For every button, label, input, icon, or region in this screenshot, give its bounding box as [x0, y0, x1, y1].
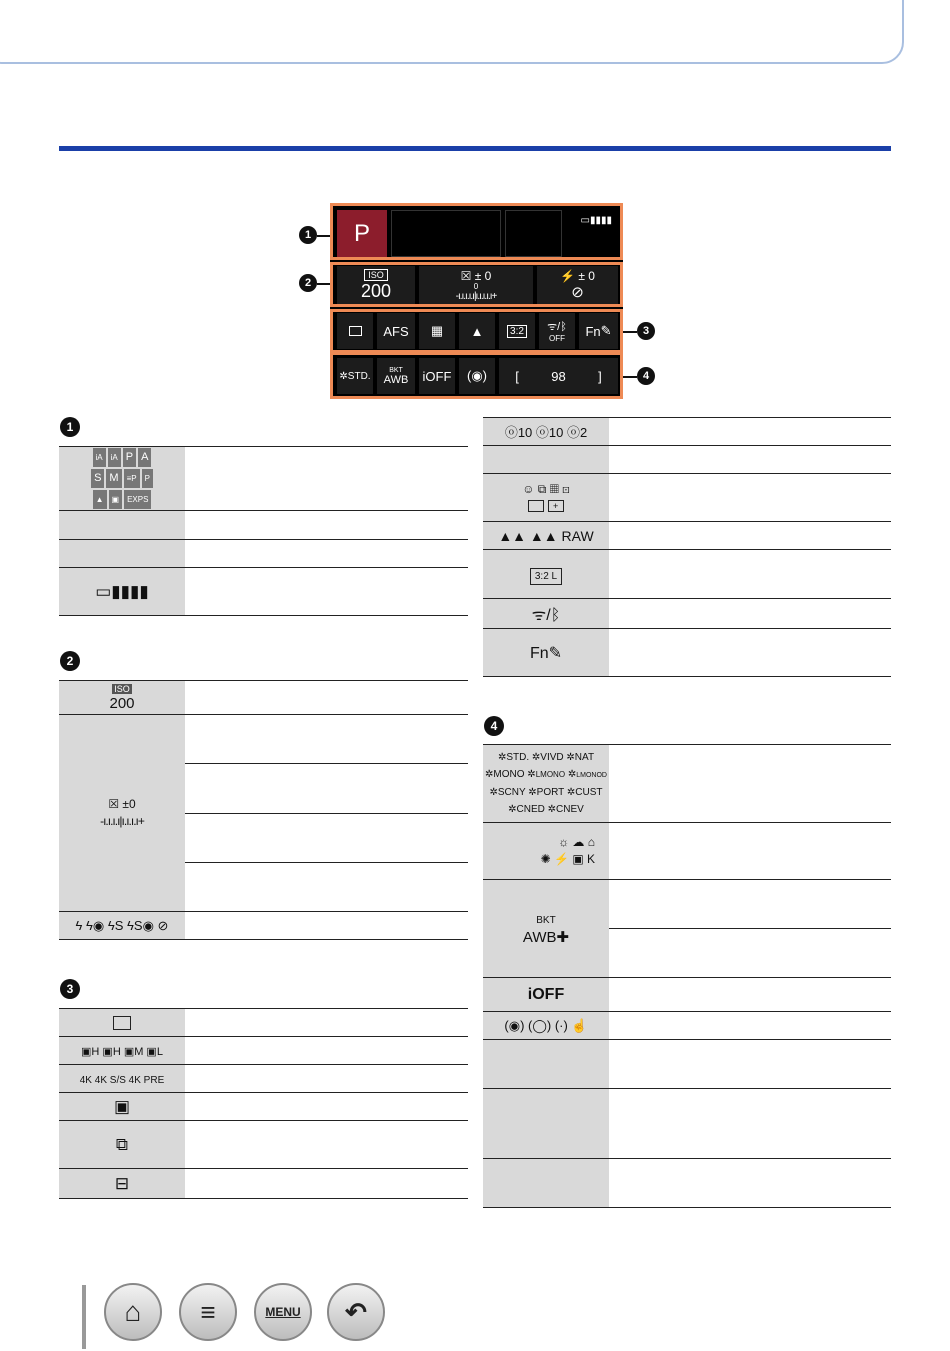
bracket-white-balance-icon: BKT AWB✚	[483, 880, 609, 978]
description-cell	[609, 880, 891, 929]
fn-button-icon: Fn✎	[483, 629, 609, 677]
empty-icon-cell	[483, 1089, 609, 1159]
description-cell	[185, 1169, 468, 1199]
contents-button[interactable]	[179, 1283, 237, 1341]
iso-icon: ISO 200	[59, 681, 185, 715]
battery-icon: ▭▮▮▮▮	[566, 210, 618, 230]
leader-line	[317, 235, 330, 237]
description-cell	[185, 447, 468, 511]
drive-single-icon	[59, 1009, 185, 1037]
wireless-icon: ᯤ/ᛒ	[483, 599, 609, 629]
description-cell	[609, 745, 891, 823]
description-cell	[185, 1121, 468, 1169]
battery-icon: ▭▮▮▮▮	[59, 568, 185, 616]
description-cell	[185, 912, 468, 940]
description-cell	[609, 1159, 891, 1208]
description-cell	[609, 1040, 891, 1089]
description-cell	[185, 814, 468, 863]
description-cell	[185, 764, 468, 814]
photo-style-icon: ✲ STD.	[337, 358, 373, 394]
af-mode-icons: ☺ ⧉ ▦ ⊡ +	[483, 474, 609, 522]
section-number-4: 4	[484, 716, 504, 736]
nav-divider	[82, 1285, 86, 1349]
section-number-2: 2	[60, 651, 80, 671]
back-button[interactable]	[327, 1283, 385, 1341]
section-4-table	[483, 744, 891, 1208]
description-cell	[609, 474, 891, 522]
empty-display	[391, 210, 501, 257]
iso-display: ISO 200	[337, 266, 415, 304]
quality-icons: ▲▲ ▲▲ RAW	[483, 522, 609, 550]
recording-mode-icons: iA iA P A S M ≡P P ▲ ▣ EXPS	[59, 447, 185, 511]
leader-line	[623, 376, 637, 378]
callout-3: 3	[637, 322, 655, 340]
empty-icon-cell	[59, 511, 185, 540]
description-cell	[609, 550, 891, 599]
empty-icon-cell	[59, 540, 185, 568]
empty-icon-cell	[483, 1040, 609, 1089]
description-cell	[185, 511, 468, 540]
list-icon: ≡	[200, 1296, 216, 1327]
af-mode-display: AFS	[377, 313, 415, 349]
fn-button-icon: Fn ✎	[579, 313, 618, 349]
description-cell	[185, 715, 468, 764]
exposure-scale-icon: ☒ ±0 -ı.ı.ı.ı|ı.ı.ı.ı+	[59, 715, 185, 912]
metering-icon: (◉)	[459, 358, 495, 394]
description-cell	[609, 1012, 891, 1040]
description-cell	[609, 1089, 891, 1159]
shots-remaining: [ 98 ]	[499, 358, 618, 394]
self-timer-icons: ⓞ10 ⓞ10 ⓞ2	[483, 418, 609, 446]
home-button[interactable]	[104, 1283, 162, 1341]
description-cell	[185, 863, 468, 912]
self-timer-burst-icon: ⧉	[59, 1121, 185, 1169]
i-exposure-icon: iOFF	[419, 358, 455, 394]
description-cell	[609, 446, 891, 474]
leader-line	[317, 283, 330, 285]
description-cell	[609, 629, 891, 677]
menu-button[interactable]: MENU	[254, 1283, 312, 1341]
flash-off-icon: ⊘	[571, 284, 584, 301]
wireless-icon: ᯤ/ᛒ OFF	[539, 313, 575, 349]
drive-single-icon	[337, 313, 373, 349]
home-icon: ⌂	[124, 1296, 142, 1327]
description-cell	[609, 929, 891, 978]
flash-mode-icons: ϟ ϟ◉ ϟS ϟS◉ ⊘	[59, 912, 185, 940]
description-cell	[185, 1093, 468, 1121]
aspect-ratio-icon: 3:2	[499, 313, 535, 349]
flash-adjust-display: ⚡ ± 0 ⊘	[537, 266, 618, 304]
description-cell	[185, 1037, 468, 1065]
section-1-table	[59, 446, 468, 616]
4k-photo-icons: 4K 4K S/S 4K PRE	[59, 1065, 185, 1093]
burst-icons: ▣H ▣H ▣M ▣L	[59, 1037, 185, 1065]
metering-icons: (◉) (◯) (·) ☝	[483, 1012, 609, 1040]
exposure-scale: ☒ ± 0 0 -ı.ı.ı.ı.ı|ı.ı.ı.ı.ı+	[419, 266, 533, 304]
description-cell	[609, 823, 891, 880]
description-cell	[185, 681, 468, 715]
section-3-continued-table	[483, 417, 891, 677]
white-balance-display: BKT AWB	[377, 358, 415, 394]
bracket-icon: ⊟	[59, 1169, 185, 1199]
description-cell	[185, 568, 468, 616]
description-cell	[185, 540, 468, 568]
aspect-ratio-icon: 3:2 L	[483, 550, 609, 599]
leader-line	[623, 331, 637, 333]
callout-4: 4	[637, 367, 655, 385]
af-area-icon: ▦	[419, 313, 455, 349]
section-3-table	[59, 1008, 468, 1199]
description-cell	[609, 418, 891, 446]
section-2-table	[59, 680, 468, 940]
description-cell	[185, 1065, 468, 1093]
callout-2: 2	[299, 274, 317, 292]
mode-indicator: P	[337, 210, 387, 257]
header-frame	[0, 0, 904, 64]
photo-style-icons: ✲STD. ✲VIVD ✲NAT ✲MONO ✲LMONO ✲LMONOD ✲SCNY ✲PORT ✲CUST ✲CNED ✲CNEV	[483, 745, 609, 823]
quality-icon: ▲	[459, 313, 495, 349]
section-number-3: 3	[60, 979, 80, 999]
section-rule	[59, 146, 891, 151]
empty-display	[505, 210, 562, 257]
description-cell	[609, 978, 891, 1012]
empty-icon-cell	[483, 446, 609, 474]
post-focus-icon: ▣	[59, 1093, 185, 1121]
back-arrow-icon: ↶	[345, 1296, 367, 1327]
i-exposure-icon: iOFF	[483, 978, 609, 1012]
description-cell	[609, 599, 891, 629]
white-balance-icons: ☼ ☁ ⌂ ✺ ⚡ ▣ K	[483, 823, 609, 880]
section-number-1: 1	[60, 417, 80, 437]
empty-icon-cell	[483, 1159, 609, 1208]
description-cell	[609, 522, 891, 550]
callout-1: 1	[299, 226, 317, 244]
description-cell	[185, 1009, 468, 1037]
